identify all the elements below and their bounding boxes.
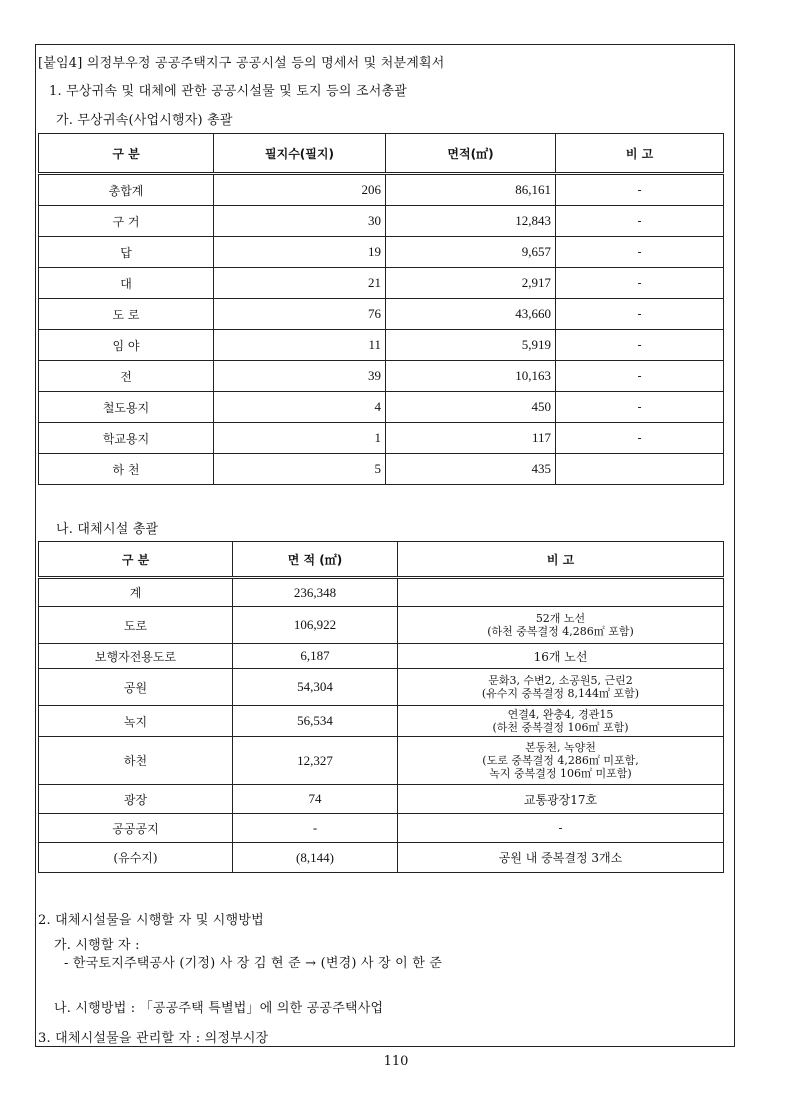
cell-note	[398, 737, 724, 785]
cell-note	[398, 578, 724, 607]
cell-category: 하 천	[39, 454, 214, 485]
table-row	[39, 644, 724, 669]
cell-category: 녹지	[39, 706, 233, 737]
table-row	[39, 737, 724, 785]
cell-parcels: 5	[214, 454, 386, 485]
cell-category: 하천	[39, 737, 233, 785]
cell-category: 전	[39, 361, 214, 392]
note-line: 16개 노선	[533, 649, 588, 664]
cell-note	[398, 706, 724, 737]
cell-parcels: 19	[214, 237, 386, 268]
table-row	[39, 268, 724, 299]
table-row	[39, 392, 724, 423]
cell-note: -	[556, 237, 724, 268]
cell-category: 대	[39, 268, 214, 299]
cell-note: -	[556, 206, 724, 237]
cell-parcels: 206	[214, 174, 386, 206]
cell-note	[398, 644, 724, 669]
note-line: 문화3, 수변2, 소공원5, 근린2	[488, 674, 633, 687]
table-row	[39, 174, 724, 206]
note-line: (도로 중복결정 4,286㎡ 미포함,	[482, 754, 639, 767]
cell-area: 117	[386, 423, 556, 454]
note-line: 녹지 중복결정 106㎡ 미포함)	[489, 767, 632, 780]
cell-parcels: 1	[214, 423, 386, 454]
table-row	[39, 706, 724, 737]
section-2a-title: 가. 시행할 자 :	[54, 938, 140, 953]
section-1a-title: 가. 무상귀속(사업시행자) 총괄	[56, 113, 233, 128]
cell-note: -	[556, 268, 724, 299]
note-line: 연결4, 완충4, 경관15	[507, 708, 614, 721]
cell-category: 보행자전용도로	[39, 644, 233, 669]
cell-area: 236,348	[233, 578, 398, 607]
cell-area: 43,660	[386, 299, 556, 330]
cell-area: -	[233, 814, 398, 843]
cell-category: 도 로	[39, 299, 214, 330]
table-row	[39, 454, 724, 485]
cell-category: 학교용지	[39, 423, 214, 454]
cell-area: (8,144)	[233, 843, 398, 873]
note-line: (유수지 중복결정 8,144㎡ 포함)	[481, 687, 640, 700]
cell-area: 56,534	[233, 706, 398, 737]
table-row	[39, 843, 724, 873]
col-header-note: 비 고	[398, 542, 724, 578]
table-row	[39, 669, 724, 706]
section-2b-method: 나. 시행방법 : 「공공주택 특별법」에 의한 공공주택사업	[54, 1001, 384, 1016]
section-3-manager: 3. 대체시설물을 관리할 자 : 의정부시장	[38, 1031, 269, 1046]
col-header-area: 면 적 (㎡)	[233, 542, 398, 578]
cell-note	[398, 814, 724, 843]
cell-category: 구 거	[39, 206, 214, 237]
cell-area: 12,843	[386, 206, 556, 237]
cell-category: 광장	[39, 785, 233, 814]
col-header-parcels: 필지수(필지)	[214, 134, 386, 174]
section-1b-title: 나. 대체시설 총괄	[56, 522, 159, 537]
cell-area: 450	[386, 392, 556, 423]
table-row	[39, 299, 724, 330]
document-header: [붙임4] 의정부우정 공공주택지구 공공시설 등의 명세서 및 처분계획서	[38, 56, 445, 71]
cell-area: 86,161	[386, 174, 556, 206]
cell-area: 12,327	[233, 737, 398, 785]
free-transfer-table	[38, 133, 724, 485]
cell-category: 공공공지	[39, 814, 233, 843]
cell-area: 10,163	[386, 361, 556, 392]
table-row	[39, 578, 724, 607]
cell-note	[398, 785, 724, 814]
cell-parcels: 4	[214, 392, 386, 423]
cell-category: 총합계	[39, 174, 214, 206]
cell-category: 답	[39, 237, 214, 268]
note-line: 공원 내 중복결정 3개소	[498, 851, 623, 865]
cell-note: -	[556, 392, 724, 423]
cell-note: -	[556, 330, 724, 361]
cell-area: 54,304	[233, 669, 398, 706]
note-line: (하천 중복결정 4,286㎡ 포함)	[487, 625, 634, 638]
cell-area: 106,922	[233, 607, 398, 644]
page-number: 110	[383, 1054, 409, 1069]
replacement-facility-table	[38, 541, 724, 873]
cell-category: 철도용지	[39, 392, 214, 423]
cell-area: 9,657	[386, 237, 556, 268]
table-row	[39, 814, 724, 843]
cell-area: 2,917	[386, 268, 556, 299]
table-row	[39, 330, 724, 361]
note-line: 52개 노선	[535, 612, 586, 625]
cell-note: -	[556, 174, 724, 206]
col-header-category: 구 분	[39, 542, 233, 578]
table-row	[39, 607, 724, 644]
col-header-area: 면적(㎡)	[386, 134, 556, 174]
cell-parcels: 39	[214, 361, 386, 392]
cell-category: 공원	[39, 669, 233, 706]
cell-category: 계	[39, 578, 233, 607]
cell-area: 74	[233, 785, 398, 814]
implementer-detail: - 한국토지주택공사 (기정) 사 장 김 현 준 → (변경) 사 장 이 한 준	[64, 956, 443, 971]
col-header-category: 구 분	[39, 134, 214, 174]
cell-note	[556, 454, 724, 485]
cell-note	[398, 843, 724, 873]
table-row	[39, 423, 724, 454]
cell-note: -	[556, 361, 724, 392]
note-line: (하천 중복결정 106㎡ 포함)	[492, 721, 629, 734]
cell-parcels: 11	[214, 330, 386, 361]
cell-note: -	[556, 423, 724, 454]
section-2-title: 2. 대체시설물을 시행할 자 및 시행방법	[38, 913, 264, 928]
cell-area: 6,187	[233, 644, 398, 669]
cell-category: 임 야	[39, 330, 214, 361]
cell-note	[398, 669, 724, 706]
cell-note	[398, 607, 724, 644]
cell-category: (유수지)	[39, 843, 233, 873]
cell-parcels: 21	[214, 268, 386, 299]
table-row	[39, 785, 724, 814]
table-row	[39, 206, 724, 237]
section-1-title: 1. 무상귀속 및 대체에 관한 공공시설물 및 토지 등의 조서총괄	[49, 84, 407, 99]
col-header-note: 비 고	[556, 134, 724, 174]
note-line: 본동천, 녹양천	[525, 741, 596, 754]
note-line: -	[558, 821, 563, 835]
table-header-row	[39, 542, 724, 578]
table-row	[39, 361, 724, 392]
note-line: 교통광장17호	[523, 792, 598, 807]
cell-area: 5,919	[386, 330, 556, 361]
cell-category: 도로	[39, 607, 233, 644]
cell-area: 435	[386, 454, 556, 485]
cell-note: -	[556, 299, 724, 330]
cell-parcels: 30	[214, 206, 386, 237]
table-header-row	[39, 134, 724, 174]
cell-parcels: 76	[214, 299, 386, 330]
table-row	[39, 237, 724, 268]
